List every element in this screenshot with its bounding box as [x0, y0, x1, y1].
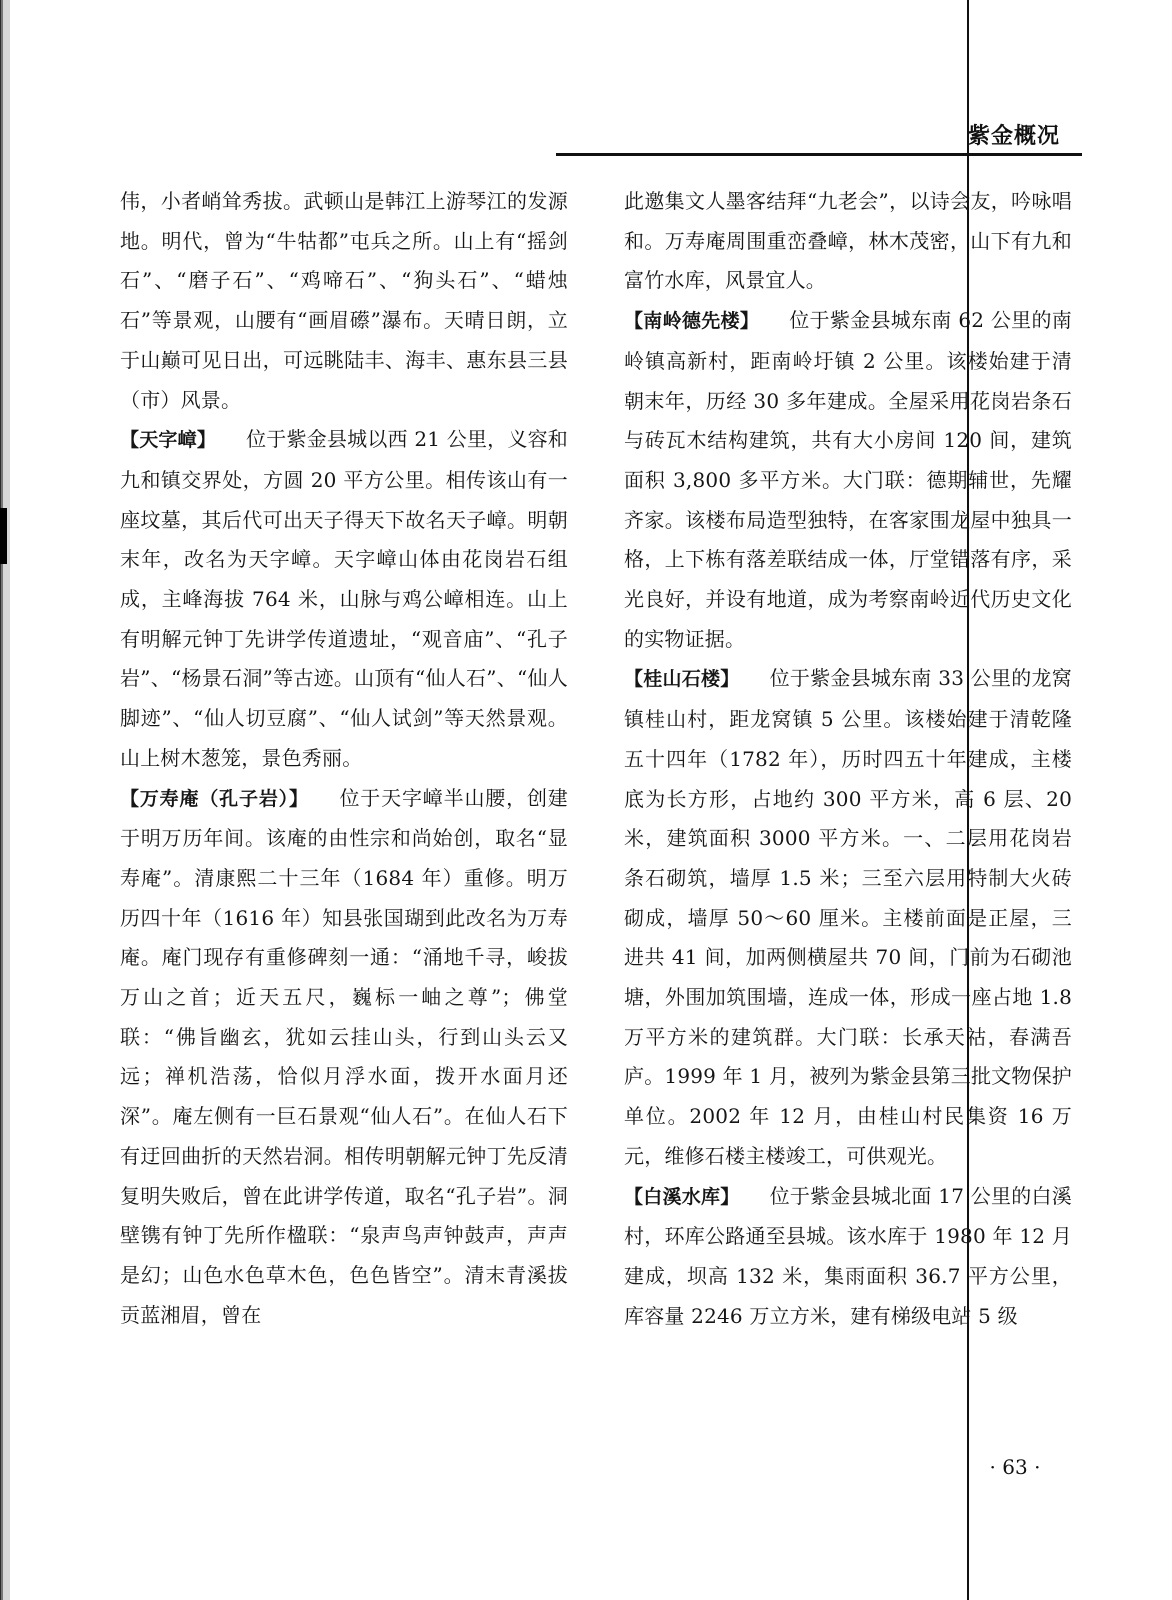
page-number: · 63 · — [989, 1455, 1041, 1479]
entry-baixi-reservoir — [624, 1177, 1072, 1337]
header-rule — [556, 153, 1082, 156]
entry-text: 位于紫金县城以西 21 公里，义容和九和镇交界处，方圆 20 平方公里。相传该山有一座坟墓，其后代可出天子得天下故名天子嶂。明朝末年，改名为天字嶂。天字嶂山体由花岗岩石组成，主峰海拔 764 米，山脉与鸡公嶂相连。山上有明解元钟丁先讲学传道遗址，“观音庙”、“孔子岩”、“杨景石洞”等古迹。山顶有“仙人石”、“仙人脚迹”、“仙人切豆腐”、“仙人试剑”等天然景观。山上树木葱笼，景色秀丽。 — [120, 427, 568, 770]
entry-title: 【万寿庵（孔子岩）】 — [120, 787, 309, 810]
left-text-column — [120, 182, 568, 1335]
entry-title: 【白溪水库】 — [624, 1185, 740, 1208]
scan-edge-mark — [0, 508, 7, 564]
entry-text: 位于紫金县城东南 33 公里的龙窝镇桂山村，距龙窝镇 5 公里。该楼始建于清乾隆五十四年（1782 年），历时四五十年建成，主楼底为长方形，占地约 300 平方米，高 6 层、20 米，建筑面积 3000 平方米。一、二层用花岗岩条石砌筑，墙厚 1.5 米；三至六层用特制大火砖砌成，墙厚 50～60 厘米。主楼前面是正屋，三进共 41 间，加两侧横屋共 70 间，门前为石砌池塘，外围加筑围墙，连成一体，形成一座占地 1.8 万平方米的建筑群。大门联：长承天祜，春满吾庐。1999 年 1 月，被列为紫金县第三批文物保护单位。2002 年 12 月，由桂山村民集资 16 万元，维修石楼主楼竣工，可供观光。 — [624, 666, 1072, 1168]
entry-text: 位于紫金县城东南 62 公里的南岭镇高新村，距南岭圩镇 2 公里。该楼始建于清朝末年，历经 30 多年建成。全屋采用花岗岩条石与砖瓦木结构建筑，共有大小房间 120 间，建筑面积 3,800 多平方米。大门联：德期辅世，先耀齐家。该楼布局造型独特，在客家围龙屋中独具一格，上下栋有落差联结成一体，厅堂错落有序，采光良好，并设有地道，成为考察南岭近代历史文化的实物证据。 — [624, 308, 1072, 651]
entry-title: 【南岭德先楼】 — [624, 310, 760, 333]
entry-title: 【桂山石楼】 — [624, 668, 740, 691]
entry-nanling-dexian-lou — [624, 301, 1072, 659]
paragraph-continuation: 伟，小者峭耸秀拔。武顿山是韩江上游琴江的发源地。明代，曾为“牛牯都”屯兵之所。山上有“摇剑石”、“磨子石”、“鸡啼石”、“狗头石”、“蜡烛石”等景观，山腰有“画眉礤”瀑布。天晴日朗，立于山巅可见日出，可远眺陆丰、海丰、惠东县三县（市）风景。 — [120, 189, 568, 412]
entry-text: 位于紫金县城北面 17 公里的白溪村，环库公路通至县城。该水库于 1980 年 12 月建成，坝高 132 米，集雨面积 36.7 平方公里，库容量 2246 万立方米，建有梯级电站 5 级 — [624, 1183, 1072, 1328]
entry-guishan-shilou — [624, 659, 1072, 1176]
paragraph-continuation: 此邀集文人墨客结拜“九老会”，以诗会友，吟咏唱和。万寿庵周围重峦叠嶂，林木茂密，山下有九和富竹水库，风景宜人。 — [624, 189, 1072, 293]
section-title: 紫金概况 — [968, 124, 1061, 149]
scan-left-edge — [0, 0, 10, 1600]
entry-text: 位于天字嶂半山腰，创建于明万历年间。该庵的由性宗和尚始创，取名“显寿庵”。清康熙二十三年（1684 年）重修。明万历四十年（1616 年）知县张国瑚到此改名为万寿庵。庵门现存有重修碑刻一通：“涌地千寻，峻拔万山之首；近天五尺，巍标一岫之尊”；佛堂联：“佛旨幽玄，犹如云挂山头，行到山头云又远；禅机浩荡，恰似月浮水面，拨开水面月还深”。庵左侧有一巨石景观“仙人石”。在仙人石下有迂回曲折的天然岩洞。相传明朝解元钟丁先反清复明失败后，曾在此讲学传道，取名“孔子岩”。洞壁镌有钟丁先所作楹联：“泉声鸟声钟鼓声，声声是幻；山色水色草木色，色色皆空”。清末青溪拔贡蓝湘眉，曾在 — [120, 785, 568, 1327]
entry-wanshou-an — [120, 779, 568, 1336]
right-text-column — [624, 182, 1072, 1336]
entry-title: 【天字嶂】 — [120, 429, 217, 452]
entry-tianzi-zhang — [120, 420, 568, 778]
